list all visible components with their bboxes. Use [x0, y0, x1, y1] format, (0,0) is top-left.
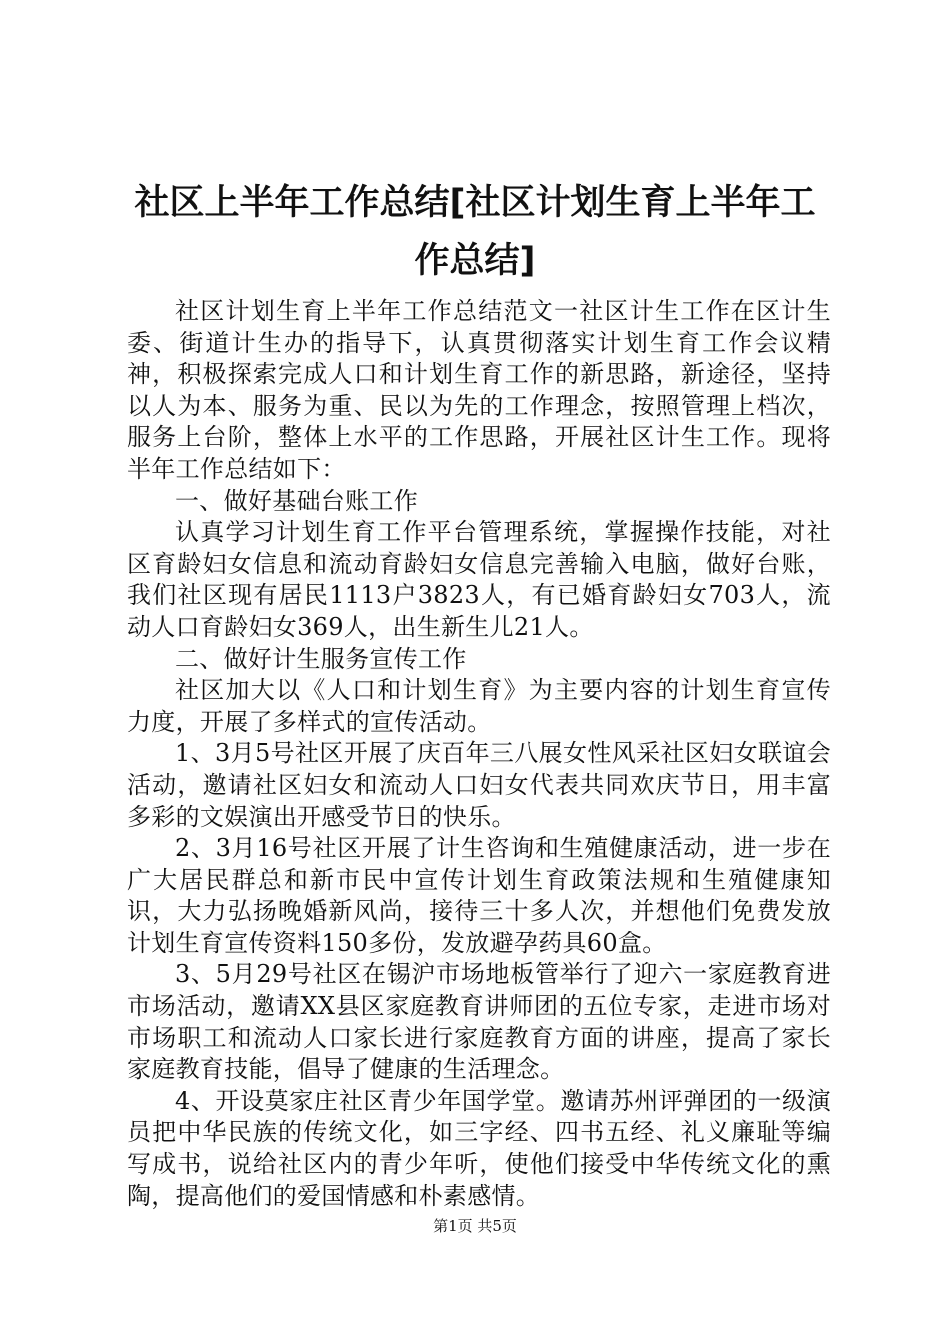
list-item-4: 4、开设莫家庄社区青少年国学堂。邀请苏州评弹团的一级演员把中华民族的传统文化，如三字经、四书五经、礼义廉耻等编写成书，说给社区内的青少年听，使他们接受中华传统文化的熏陶，提高他们的爱国情感和朴素感情。	[127, 1086, 831, 1210]
list-item-1: 1、3月5号社区开展了庆百年三八展女性风采社区妇女联谊会活动，邀请社区妇女和流动人口妇女代表共同欢庆节日，用丰富多彩的文娱演出开感受节日的快乐。	[127, 739, 831, 831]
document-title: 社区上半年工作总结[社区计划生育上半年工作总结]	[134, 183, 816, 281]
section-heading-1: 一、做好基础台账工作	[175, 486, 418, 515]
page-number-footer: 第1页 共5页	[433, 1217, 517, 1235]
list-item-2: 2、3月16号社区开展了计生咨询和生殖健康活动，进一步在广大居民群总和新市民中宣传计划生育政策法规和生殖健康知识，大力弘扬晚婚新风尚，接待三十多人次，并想他们免费发放计划生育宣传资料150多份，发放避孕药具60盒。	[127, 834, 831, 957]
section-2-paragraph: 社区加大以《人口和计划生育》为主要内容的计划生育宣传力度，开展了多样式的宣传活动。	[127, 676, 831, 736]
document-body	[127, 296, 831, 1212]
list-item-3: 3、5月29号社区在锡沪市场地板管举行了迎六一家庭教育进市场活动，邀请XX县区家庭教育讲师团的五位专家，走进市场对市场职工和流动人口家长进行家庭教育方面的讲座，提高了家长家庭教育技能，倡导了健康的生活理念。	[127, 960, 831, 1084]
section-heading-2: 二、做好计生服务宣传工作	[175, 644, 467, 673]
section-1-paragraph: 认真学习计划生育工作平台管理系统，掌握操作技能，对社区育龄妇女信息和流动育龄妇女信息完善输入电脑，做好台账，我们社区现有居民1113户3823人，有已婚育龄妇女703人，流动人口育龄妇女369人，出生新生儿21人。	[127, 518, 831, 641]
intro-paragraph: 社区计划生育上半年工作总结范文一社区计生工作在区计生委、街道计生办的指导下，认真贯彻落实计划生育工作会议精神，积极探索完成人口和计划生育工作的新思路，新途径，坚持以人为本、服务为重、民以为先的工作理念，按照管理上档次，服务上台阶，整体上水平的工作思路，开展社区计生工作。现将半年工作总结如下：	[127, 297, 831, 483]
